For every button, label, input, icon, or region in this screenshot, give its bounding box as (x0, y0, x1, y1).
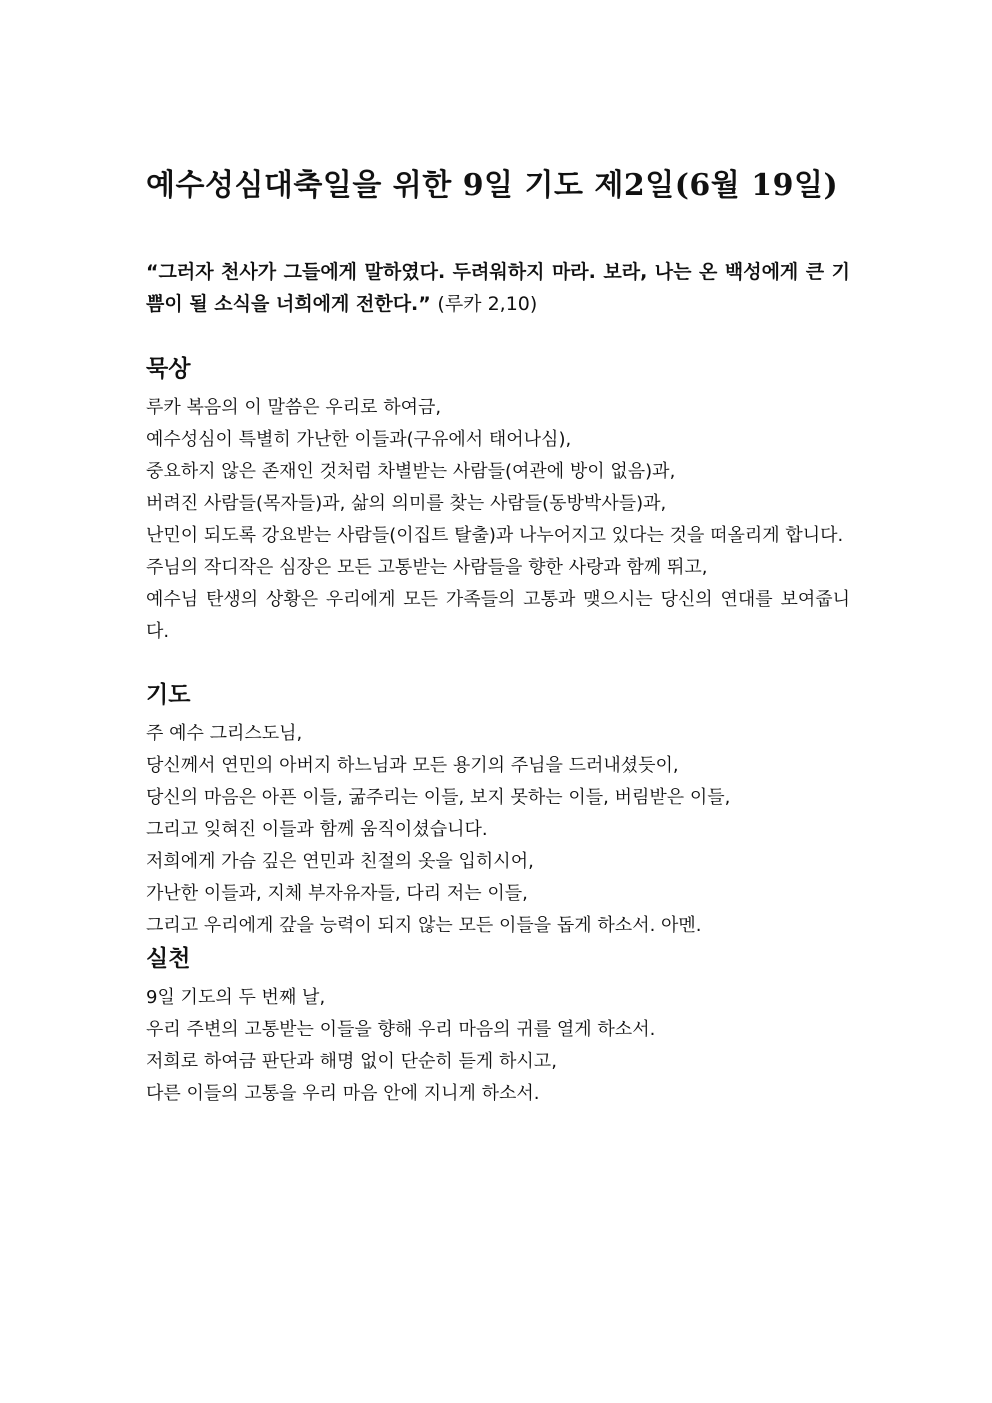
quote-reference: (루카 2,10) (437, 293, 538, 315)
meditation-heading: 묵상 (146, 356, 191, 382)
quote-text: “그러자 천사가 그들에게 말하였다. 두려워하지 마라. 보라, 나는 온 백성에게 큰 기쁨이 될 소식을 너희에게 전한다.” (146, 261, 850, 315)
practice-line: 9일 기도의 두 번째 날, (146, 987, 326, 1008)
meditation-line: 예수성심이 특별히 가난한 이들과(구유에서 태어나심), (146, 429, 572, 450)
practice-body (146, 982, 850, 1110)
prayer-section (146, 680, 850, 942)
prayer-line: 당신의 마음은 아픈 이들, 굶주리는 이들, 보지 못하는 이들, 버림받은 이들, (146, 787, 731, 808)
document-title: 예수성심대축일을 위한 9일 기도 제2일(6월 19일) (146, 168, 839, 203)
practice-line: 다른 이들의 고통을 우리 마음 안에 지니게 하소서. (146, 1083, 540, 1104)
meditation-line: 난민이 되도록 강요받는 사람들(이집트 탈출)과 나누어지고 있다는 것을 떠올리게 합니다. (146, 525, 844, 546)
prayer-line: 저희에게 가슴 깊은 연민과 친절의 옷을 입히시어, (146, 851, 534, 872)
meditation-line: 중요하지 않은 존재인 것처럼 차별받는 사람들(여관에 방이 없음)과, (146, 461, 676, 482)
scripture-quote (146, 256, 850, 320)
meditation-line: 주님의 작디작은 심장은 모든 고통받는 사람들을 향한 사랑과 함께 뛰고, (146, 557, 708, 578)
practice-section (146, 944, 850, 1110)
practice-line: 우리 주변의 고통받는 이들을 향해 우리 마음의 귀를 열게 하소서. (146, 1019, 656, 1040)
prayer-line: 그리고 우리에게 갚을 능력이 되지 않는 모든 이들을 돕게 하소서. 아멘. (146, 915, 702, 936)
prayer-line: 가난한 이들과, 지체 부자유자들, 다리 저는 이들, (146, 883, 528, 904)
prayer-line: 주 예수 그리스도님, (146, 723, 303, 744)
prayer-line: 당신께서 연민의 아버지 하느님과 모든 용기의 주님을 드러내셨듯이, (146, 755, 679, 776)
meditation-body (146, 392, 850, 648)
prayer-body (146, 718, 850, 942)
prayer-heading: 기도 (146, 682, 191, 708)
meditation-line: 버려진 사람들(목자들)과, 삶의 의미를 찾는 사람들(동방박사들)과, (146, 493, 667, 514)
prayer-line: 그리고 잊혀진 이들과 함께 움직이셨습니다. (146, 819, 488, 840)
practice-heading: 실천 (146, 946, 191, 972)
practice-line: 저희로 하여금 판단과 해명 없이 단순히 듣게 하시고, (146, 1051, 557, 1072)
meditation-section (146, 354, 850, 648)
meditation-line: 루카 복음의 이 말씀은 우리로 하여금, (146, 397, 442, 418)
meditation-line: 예수님 탄생의 상황은 우리에게 모든 가족들의 고통과 맺으시는 당신의 연대를 보여줍니다. (146, 589, 850, 642)
